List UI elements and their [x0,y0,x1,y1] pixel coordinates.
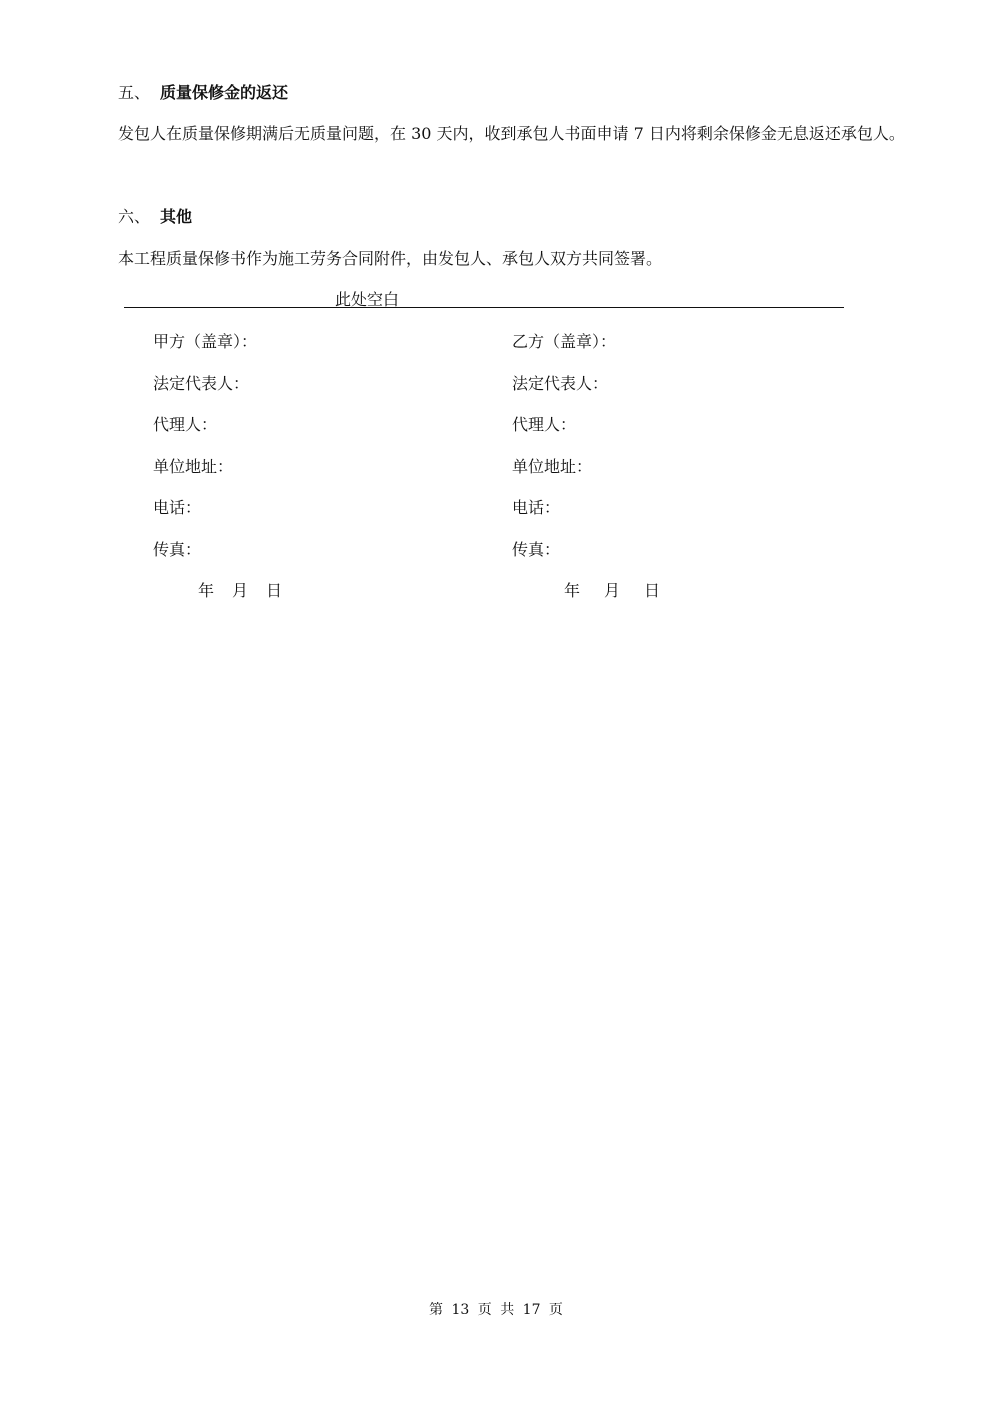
party-a-year-label: 年 [198,581,215,600]
section-5-heading [118,83,288,103]
page-number-footer: 第 13 页 共 17 页 [429,1302,563,1318]
party-b-year-label: 年 [564,581,581,600]
party-b-fax-label: 传真： [512,539,561,559]
party-b-address-label: 单位地址： [512,456,593,476]
party-a-address-label: 单位地址： [153,456,234,476]
party-b-date [512,580,842,602]
party-b-agent-label: 代理人： [512,415,577,434]
blank-underline [124,307,844,308]
section-5-number: 五、 [118,83,151,102]
party-a-phone-label: 电话： [153,498,202,517]
section-6-body: 本工程质量保修书作为施工劳务合同附件，由发包人、承包人双方共同签署。 [118,249,663,268]
party-a-date [153,580,483,602]
party-a-agent-label: 代理人： [153,415,218,434]
section-6-title: 其他 [160,207,193,226]
party-a-day-label: 日 [266,581,283,600]
party-a-month-label: 月 [232,581,249,600]
party-b-day-label: 日 [644,581,661,600]
section-6-number: 六、 [118,207,151,226]
party-b-signature-block [512,331,842,602]
party-b-month-label: 月 [604,581,621,600]
party-a-fax-label: 传真： [153,539,202,559]
party-a-seal-label: 甲方（盖章）： [153,332,258,351]
party-b-legal-rep-label: 法定代表人： [512,373,609,393]
party-a-legal-rep-label: 法定代表人： [153,373,250,393]
section-5-body: 发包人在质量保修期满后无质量问题，在 30 天内，收到承包人书面申请 7 日内将剩余保修金无息返还承包人。 [118,124,905,143]
party-b-phone-label: 电话： [512,498,561,517]
section-6-heading [118,207,192,227]
party-a-signature-block [153,331,483,602]
section-5-title: 质量保修金的返还 [160,83,289,102]
blank-note: 此处空白 [335,290,400,309]
party-b-seal-label: 乙方（盖章）： [512,332,617,351]
